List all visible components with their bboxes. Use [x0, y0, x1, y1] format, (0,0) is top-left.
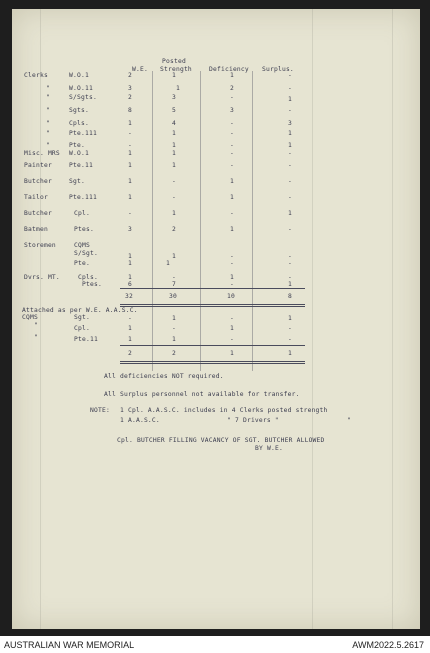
row-surplus: -	[288, 85, 292, 92]
total-rule	[120, 363, 305, 364]
row-deficiency: 1	[230, 194, 234, 201]
row-deficiency: 1	[230, 178, 234, 185]
note-label: NOTE:	[90, 407, 110, 414]
typed-table	[12, 9, 420, 629]
footer-institution: AUSTRALIAN WAR MEMORIAL	[4, 640, 135, 650]
row-rank: S/Sgts.	[69, 94, 97, 101]
row-posted: 1	[172, 142, 176, 149]
row-surplus: -	[288, 260, 292, 267]
row-surplus: 1	[288, 142, 292, 149]
row-label: "	[46, 142, 50, 149]
note-line-2b: " 7 Drivers "	[227, 417, 279, 424]
row-deficiency: -	[230, 260, 234, 267]
row-we: 1	[128, 150, 132, 157]
footer-accession: AWM2022.5.2617	[352, 640, 424, 650]
row-posted: 3	[172, 94, 176, 101]
total-we: 32	[125, 293, 133, 300]
row-we: -	[128, 210, 132, 217]
row-deficiency: -	[230, 315, 234, 322]
total-rule	[120, 345, 305, 346]
row-rank: Pte.111	[69, 130, 97, 137]
row-surplus: 3	[288, 120, 292, 127]
row-deficiency: -	[230, 210, 234, 217]
row-surplus: -	[288, 325, 292, 332]
row-surplus: -	[288, 178, 292, 185]
row-label: CQMS	[22, 314, 38, 321]
row-we: 8	[128, 107, 132, 114]
note-line-1: 1 Cpl. A.A.S.C. includes in 4 Clerks posted strength	[120, 407, 328, 414]
row-label: Dvrs. MT.	[24, 274, 60, 281]
row-posted: -	[172, 325, 176, 332]
total-we: 2	[128, 350, 132, 357]
row-posted: 1	[172, 336, 176, 343]
row-posted: 4	[172, 120, 176, 127]
row-rank: Ptes.	[74, 226, 94, 233]
row-we: 1	[128, 162, 132, 169]
total-rule	[120, 306, 305, 307]
note-deficiencies: All deficiencies NOT required.	[104, 373, 224, 380]
row-posted: 1	[172, 130, 176, 137]
row-posted: -	[172, 178, 176, 185]
row-deficiency: 3	[230, 107, 234, 114]
row-label: "	[46, 85, 50, 92]
row-surplus: 1	[288, 96, 292, 103]
total-surplus: 1	[288, 350, 292, 357]
row-posted: 1	[172, 72, 176, 79]
row-posted: 7	[172, 281, 176, 288]
row-posted: 1	[172, 150, 176, 157]
row-label: "	[46, 120, 50, 127]
header-strength: Strength	[160, 66, 192, 73]
row-we: -	[128, 130, 132, 137]
row-posted: -	[172, 194, 176, 201]
note-by-we: BY W.E.	[255, 445, 283, 452]
row-deficiency: -	[230, 142, 234, 149]
total-deficiency: 1	[230, 350, 234, 357]
row-surplus: -	[288, 336, 292, 343]
column-rule	[152, 71, 153, 371]
row-label: Misc. MRS	[24, 150, 60, 157]
row-rank: Cpl.	[74, 325, 90, 332]
total-rule	[120, 361, 305, 362]
row-deficiency: 2	[230, 85, 234, 92]
row-deficiency: -	[230, 130, 234, 137]
row-surplus: -	[288, 162, 292, 169]
row-we: 6	[128, 281, 132, 288]
row-surplus: -	[288, 194, 292, 201]
row-we: -	[128, 315, 132, 322]
column-rule	[200, 71, 201, 371]
note-line-2c: "	[347, 417, 351, 424]
total-surplus: 8	[288, 293, 292, 300]
header-we: W.E.	[132, 66, 148, 73]
row-deficiency: 1	[230, 274, 234, 281]
row-surplus: -	[288, 274, 292, 281]
row-label: Tailor	[24, 194, 48, 201]
header-posted: Posted	[162, 58, 186, 65]
row-rank: Pte.111	[69, 194, 97, 201]
row-we: 3	[128, 226, 132, 233]
row-posted: 1	[172, 162, 176, 169]
row-label: Clerks	[24, 72, 48, 79]
row-we: 1	[128, 194, 132, 201]
row-deficiency: 1	[230, 226, 234, 233]
archive-footer	[0, 636, 430, 653]
row-label: Storemen	[24, 242, 56, 249]
total-rule	[120, 288, 305, 289]
header-surplus: Surplus.	[262, 66, 294, 73]
row-rank: Cpl.	[74, 210, 90, 217]
row-label: "	[34, 322, 38, 329]
row-posted: 2	[172, 226, 176, 233]
row-rank: Pte.11	[69, 162, 93, 169]
row-we: 2	[128, 72, 132, 79]
total-posted: 2	[172, 350, 176, 357]
row-rank: W.O.1	[69, 72, 89, 79]
row-rank: Pte.	[74, 260, 90, 267]
row-surplus: -	[288, 150, 292, 157]
row-rank: Cpls.	[69, 120, 89, 127]
note-surplus: All Surplus personnel not available for transfer.	[104, 391, 300, 398]
row-label: Batmen	[24, 226, 48, 233]
note-line-2a: 1 A.A.S.C.	[120, 417, 160, 424]
row-label: "	[46, 107, 50, 114]
note-butcher: Cpl. BUTCHER FILLING VACANCY OF SGT. BUTCHER ALLOWED	[117, 437, 325, 444]
row-we: 3	[128, 85, 132, 92]
row-rank: W.O.11	[69, 85, 93, 92]
row-posted: 1	[172, 210, 176, 217]
document-page	[12, 9, 420, 629]
header-deficiency: Deficiency	[209, 66, 249, 73]
row-deficiency: -	[230, 281, 234, 288]
row-label: Butcher	[24, 178, 52, 185]
row-label: Painter	[24, 162, 52, 169]
row-rank: CQMS	[74, 242, 90, 249]
row-posted: -	[172, 274, 176, 281]
row-rank: Sgt.	[69, 178, 85, 185]
row-surplus: -	[288, 253, 292, 260]
attached-title: Attached as per W.E. A.A.S.C.	[22, 307, 138, 314]
row-deficiency: -	[230, 336, 234, 343]
row-surplus: -	[288, 226, 292, 233]
row-rank: Sgts.	[69, 107, 89, 114]
row-we: 1	[128, 120, 132, 127]
row-label: "	[46, 130, 50, 137]
row-we: -	[128, 142, 132, 149]
row-deficiency: 1	[230, 72, 234, 79]
row-we: 1	[128, 336, 132, 343]
row-posted: 1	[166, 260, 170, 267]
row-we: 1	[128, 260, 132, 267]
total-rule	[120, 304, 305, 305]
row-rank: Cpls.	[78, 274, 98, 281]
row-deficiency: -	[230, 162, 234, 169]
row-rank: Ptes.	[82, 281, 102, 288]
row-posted: 5	[172, 107, 176, 114]
row-deficiency: -	[230, 150, 234, 157]
row-we: 2	[128, 94, 132, 101]
row-rank: Pte.	[69, 142, 85, 149]
row-posted: 1	[176, 85, 180, 92]
row-rank: S/Sgt.	[74, 250, 98, 257]
row-surplus: 1	[288, 315, 292, 322]
row-we: 1	[128, 325, 132, 332]
row-surplus: -	[288, 72, 292, 79]
total-deficiency: 10	[227, 293, 235, 300]
row-rank: W.O.1	[69, 150, 89, 157]
row-label: "	[34, 334, 38, 341]
row-deficiency: -	[230, 94, 234, 101]
row-label: Butcher	[24, 210, 52, 217]
row-posted: 1	[172, 315, 176, 322]
row-we: 1	[128, 178, 132, 185]
row-posted: 1	[172, 253, 176, 260]
row-deficiency: 1	[230, 325, 234, 332]
row-rank: Pte.11	[74, 336, 98, 343]
row-we: 1	[128, 253, 132, 260]
row-deficiency: -	[230, 120, 234, 127]
row-label: "	[46, 94, 50, 101]
total-posted: 30	[169, 293, 177, 300]
row-surplus: 1	[288, 281, 292, 288]
row-surplus: 1	[288, 130, 292, 137]
row-deficiency: -	[230, 253, 234, 260]
row-surplus: -	[288, 107, 292, 114]
row-rank: Sgt.	[74, 314, 90, 321]
row-we: 1	[128, 274, 132, 281]
column-rule	[252, 71, 253, 371]
row-surplus: 1	[288, 210, 292, 217]
